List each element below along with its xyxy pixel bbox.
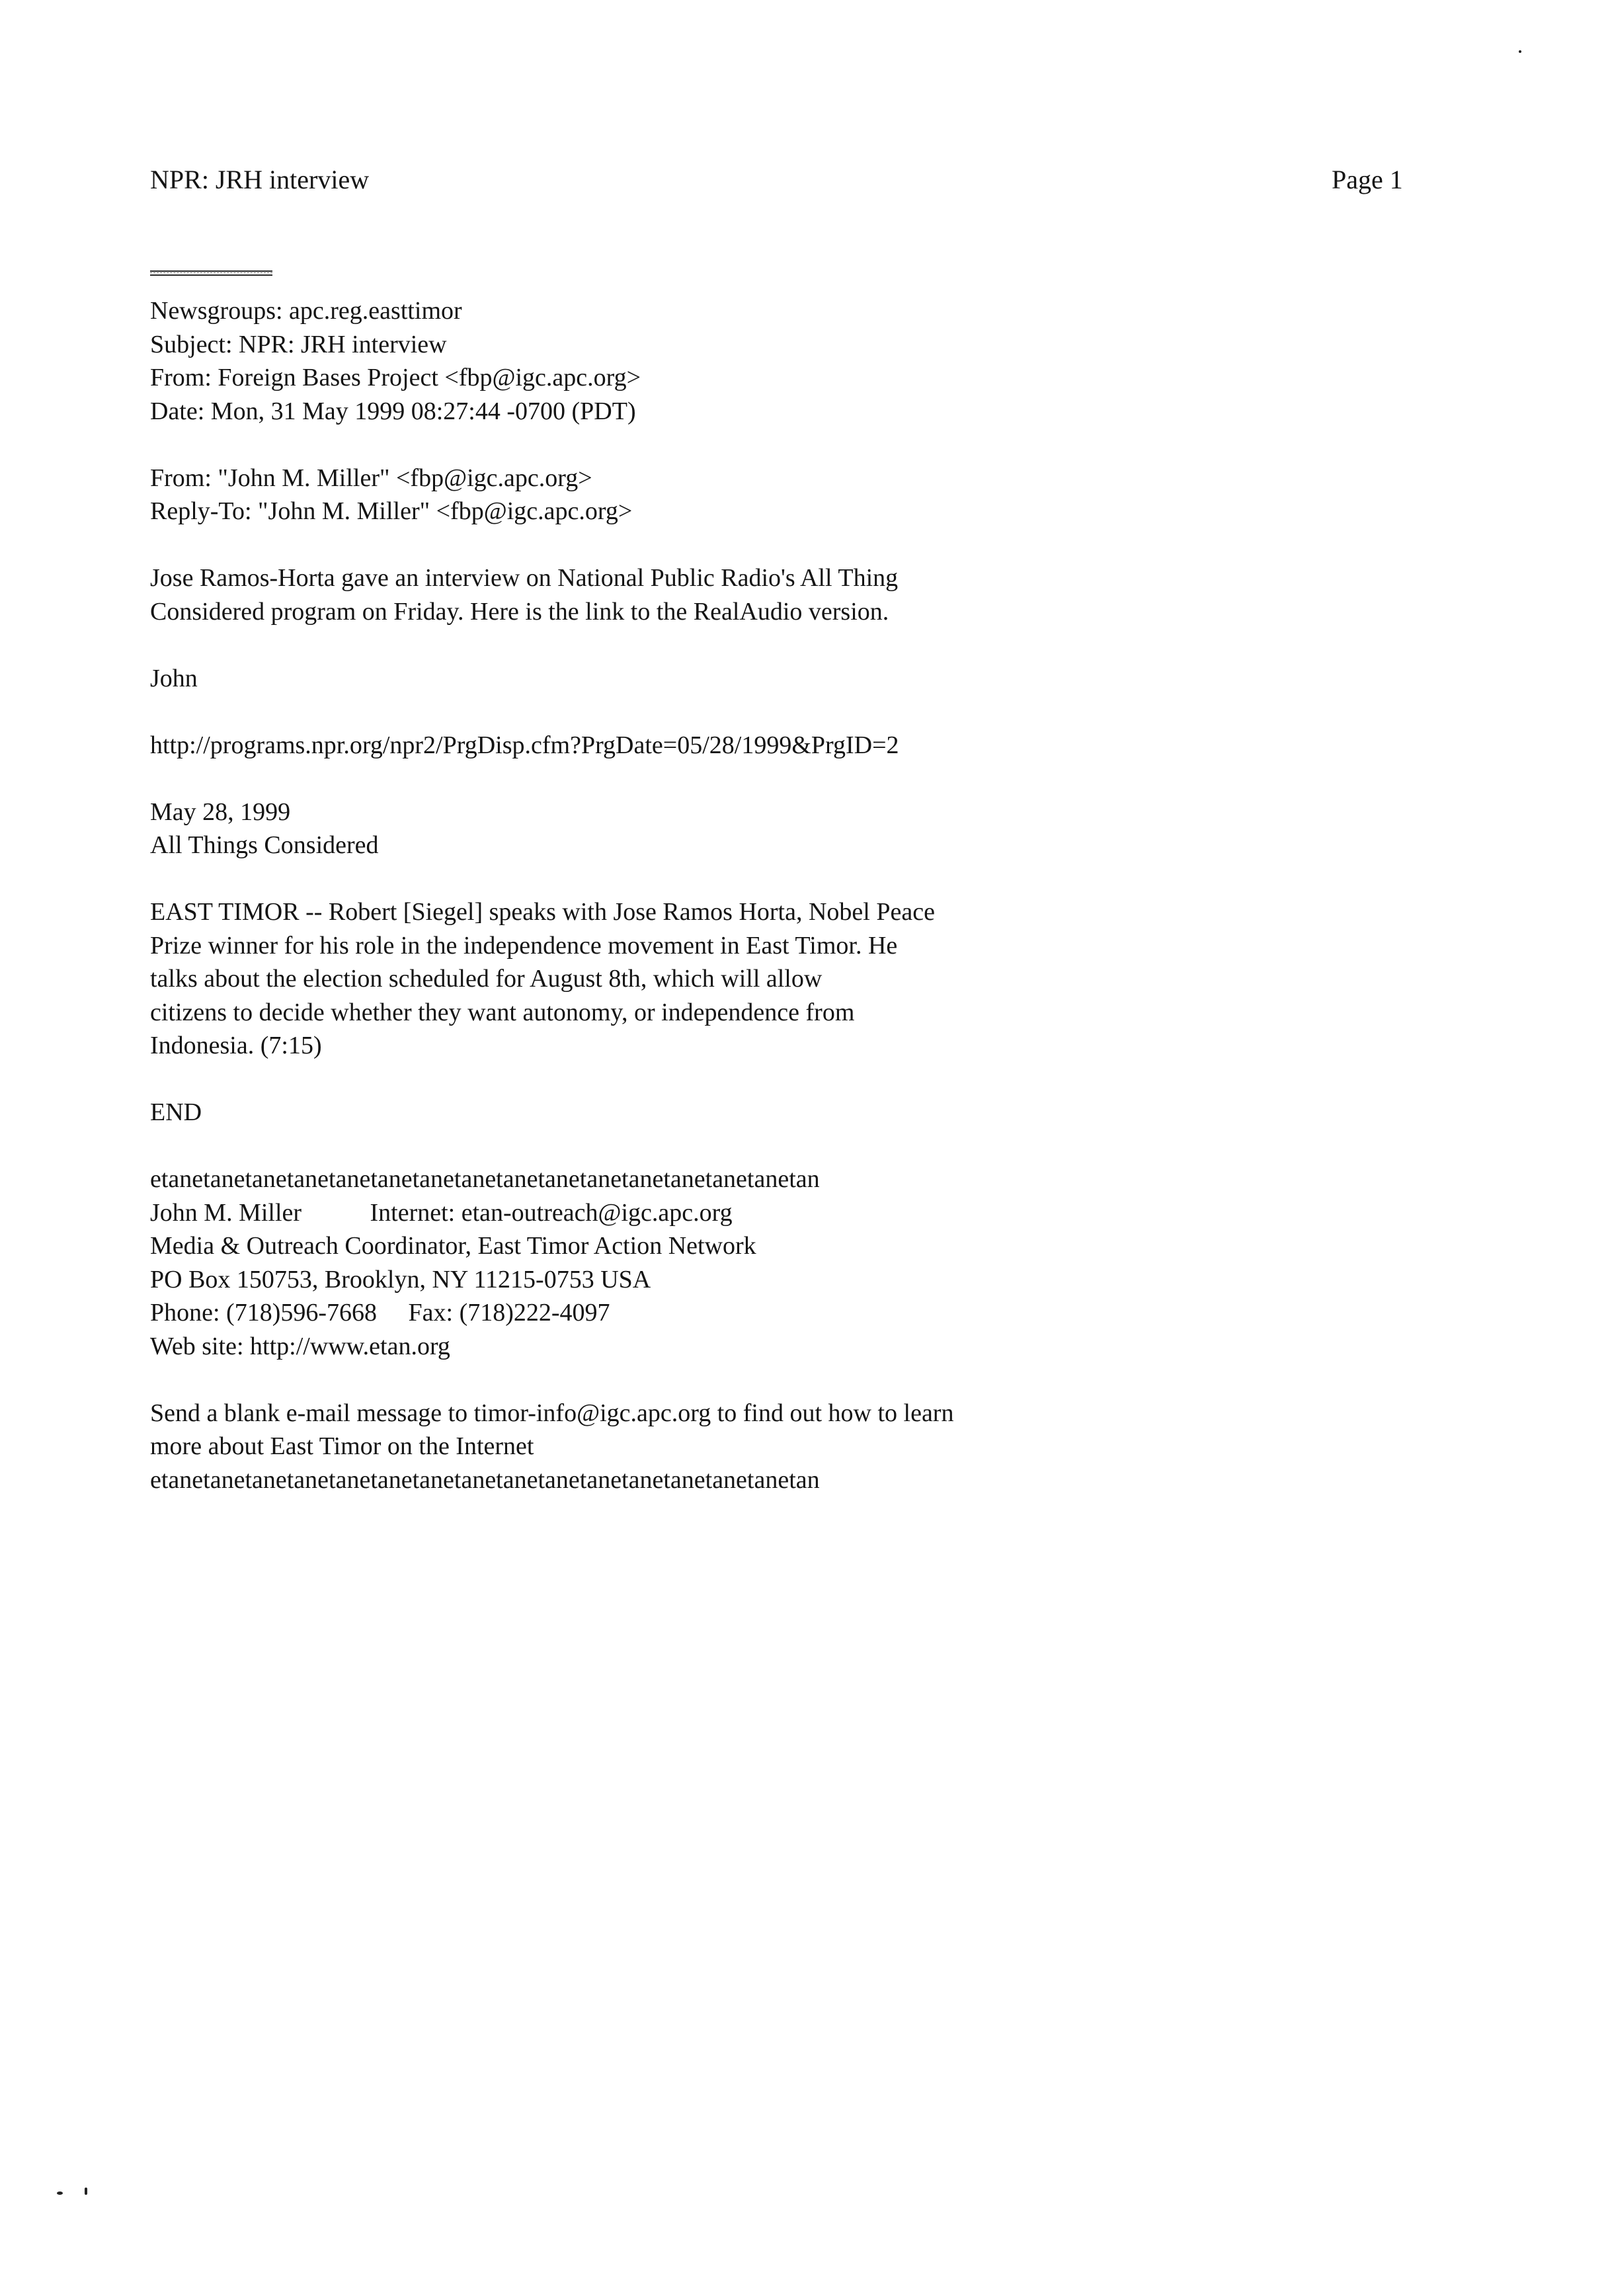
signoff-name (150, 662, 1274, 696)
summary-line: EAST TIMOR -- Robert [Siegel] speaks with Jose Ramos Horta, Nobel Peace (150, 898, 935, 926)
scan-speck (57, 2192, 63, 2195)
program-summary (150, 895, 1274, 1063)
footer-note-line: more about East Timor on the Internet (150, 1432, 534, 1460)
page-header-title: NPR: JRH interview (150, 165, 370, 194)
end-marker (150, 1096, 1274, 1129)
scan-speck (85, 2188, 87, 2195)
signature-border-bottom: etanetanetanetanetanetanetanetanetanetanetanetanetanetanetanetan (150, 1465, 820, 1494)
signature-block (150, 1163, 1274, 1363)
signature-name-line: John M. Miller Internet: etan-outreach@igc.apc.org (150, 1198, 733, 1227)
realaudio-link (150, 729, 1274, 762)
program-info (150, 796, 1274, 862)
summary-line: talks about the election scheduled for August 8th, which will allow (150, 965, 823, 993)
from-line: From: Foreign Bases Project <fbp@igc.apc.org> (150, 364, 641, 391)
footer-note-line: Send a blank e-mail message to timor-info@igc.apc.org to find out how to learn (150, 1399, 954, 1427)
summary-line: Prize winner for his role in the independence movement in East Timor. He (150, 931, 898, 960)
original-from-line: From: "John M. Miller" <fbp@igc.apc.org> (150, 464, 592, 492)
intro-line: Jose Ramos-Horta gave an interview on National Public Radio's All Thing (150, 564, 899, 592)
end-text: END (150, 1098, 202, 1126)
signature-title-line: Media & Outreach Coordinator, East Timor Action Network (150, 1232, 756, 1260)
intro-paragraph (150, 561, 1274, 628)
intro-line: Considered program on Friday. Here is the link to the RealAudio version. (150, 597, 889, 626)
signature-phone-line: Phone: (718)596-7668 Fax: (718)222-4097 (150, 1299, 610, 1327)
newsgroups-line: Newsgroups: apc.reg.easttimor (150, 297, 462, 325)
signature-address-line: PO Box 150753, Brooklyn, NY 11215-0753 USA (150, 1265, 651, 1293)
page-number: Page 1 (1332, 165, 1403, 194)
summary-line: citizens to decide whether they want autonomy, or independence from (150, 998, 855, 1026)
message-body (150, 294, 1274, 1530)
footer-note (150, 1397, 1274, 1497)
scan-speck (1519, 50, 1521, 53)
separator-rule (150, 270, 272, 276)
reply-to-line: Reply-To: "John M. Miller" <fbp@igc.apc.org> (150, 497, 633, 525)
signature-web-line: Web site: http://www.etan.org (150, 1332, 450, 1360)
signature-border-top: etanetanetanetanetanetanetanetanetanetanetanetanetanetanetanetan (150, 1165, 820, 1193)
subject-line: Subject: NPR: JRH interview (150, 330, 447, 358)
newsgroup-headers (150, 294, 1274, 428)
reply-headers (150, 462, 1274, 528)
program-name: All Things Considered (150, 831, 379, 859)
summary-line: Indonesia. (7:15) (150, 1032, 322, 1059)
realaudio-url: http://programs.npr.org/npr2/PrgDisp.cfm?PrgDate=05/28/1999&PrgID=2 (150, 731, 899, 759)
program-date: May 28, 1999 (150, 798, 291, 826)
signoff-text: John (150, 664, 198, 692)
date-line: Date: Mon, 31 May 1999 08:27:44 -0700 (PDT) (150, 397, 636, 425)
